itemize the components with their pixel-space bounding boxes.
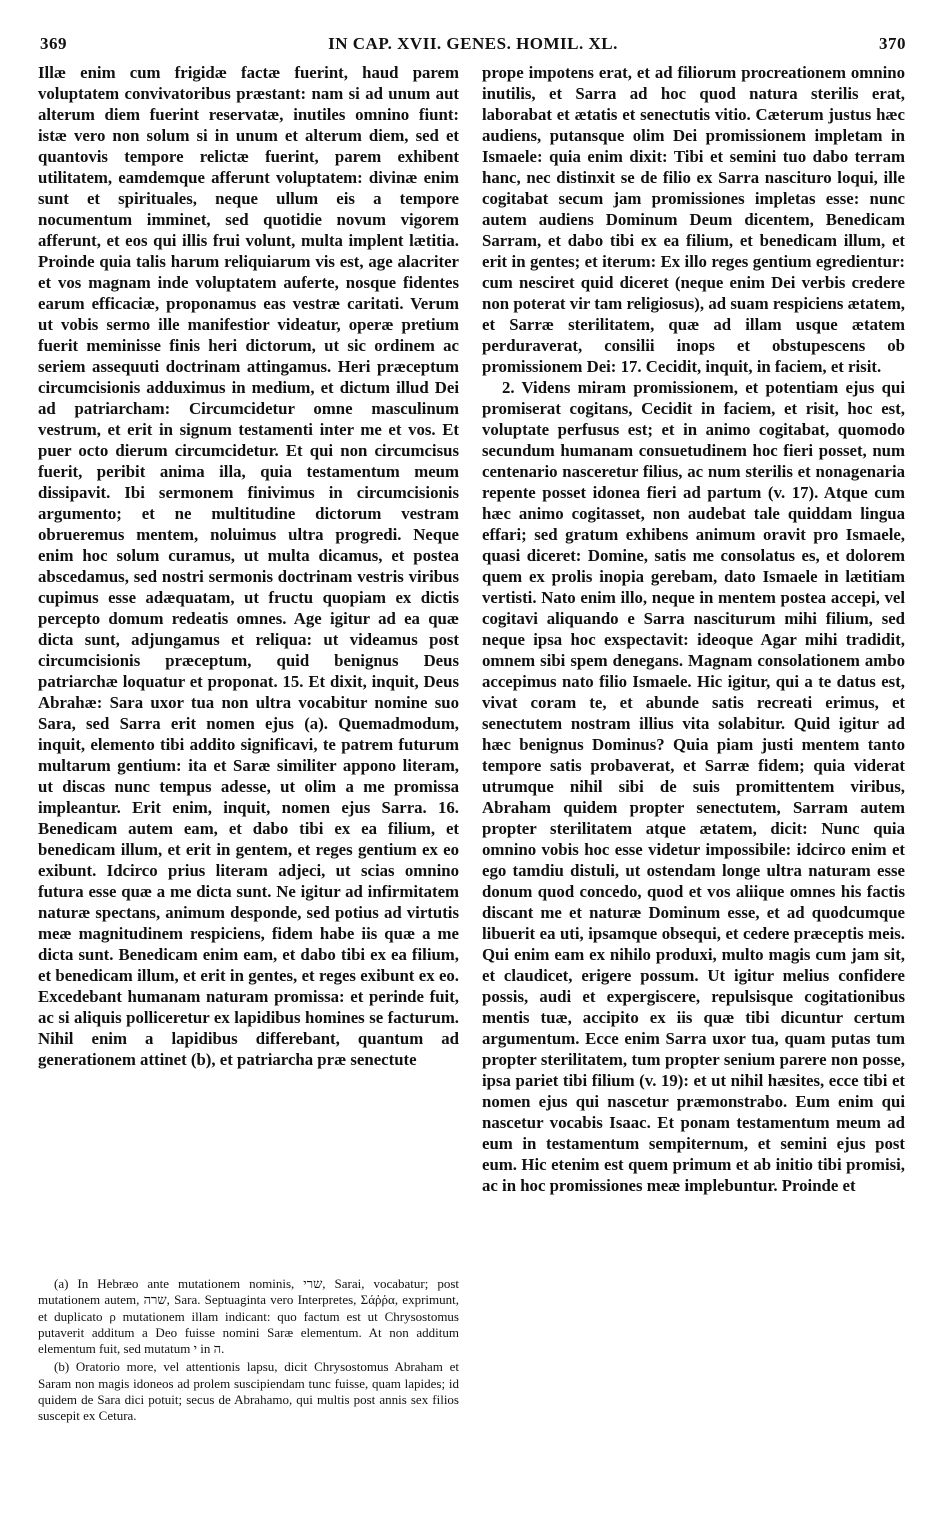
left-column — [38, 62, 459, 1070]
right-paragraph-2: 2. Videns miram promissionem, et potentiam ejus qui promiserat cogitans, Cecidit in faciem, et risit, hoc est, voluptate perfusus est; et in animo cogitabat, quomodo secundum humanam consuetudinem hoc fieri posset, num centenario nasceretur filius, ac num sterilis et nonagenaria repente posset idonea fieri ad partum (v. 17). Atque cum hæc animo cogitasset, non audebat tale quiddam lingua effari; sed gratum exhibens animum oravit pro Ismaele, quasi diceret: Domine, satis me consolatus es, et dolorem quem ex prolis inopia gerebam, dato Ismaele in lætitiam vertisti. Nato enim illo, neque in mentem postea accepi, vel cogitavi aliquando e Sarra nasciturum mihi filium, sed neque ipsa hoc exspectavit: ideoque Agar mihi tradidit, omnem sibi spem denegans. Magnam consolationem ambo accepimus nato filio Ismaele. Hic igitur, qui a te datus est, vivat coram te, et abunde satis recreati erimus, et senectutem nostram illius vita solabitur. Quid igitur ad hæc benignus Dominus? Quia piam justi mentem tanto tempore satis probaverat, et Sarræ fidem; quia viderat utrumque nihil sibi de suis promittentem viribus, Abraham quidem propter senectutem, Sarram autem propter sterilitatem atque ætatem, dicit: Nunc quia omnino vobis hoc esse videtur impossibile: idcirco enim et ego tamdiu distuli, ut ostendam longe ultra naturam esse donum quod concedo, quod et vos aliique omnes his factis discant me et naturæ Dominum esse, et ad quodcumque libuerit ea uti, ipsamque obsequi, et cedere præceptis meis. Qui enim eam ex nihilo produxi, multo magis cum jam sit, et claudicet, erigere possum. Ut igitur melius confidere possis, audi et expergiscere, repulsisque cogitationibus mentis tuæ, accipito ex iis quæ tibi dicuntur certum argumentum. Ecce enim Sarra uxor tua, quam putas tum propter sterilitatem, tum propter senium parere non posse, ipsa pariet tibi filium (v. 19): et ut nihil hæsites, ecce tibi et nomen ejus qui nascetur præmonstrabo. Eum enim qui nascetur vocabis Isaac. Et ponam testamentum meum ad eum in testamentum sempiternum, et semini ejus post eum. Hic etenim est quem primum et ab initio tibi promisi, ac in hoc promissiones meæ implebuntur. Proinde et — [482, 378, 905, 1195]
right-paragraph-1: prope impotens erat, et ad filiorum procreationem omnino inutilis, et Sarra ad hoc quod natura sterilis erat, laborabat et ætatis et senectutis vitio. Cæterum justus hæc audiens, putansque olim Dei promissionem impletam in Ismaele: quia enim dixit: Tibi et semini tuo dabo terram hanc, nec distinxit se de filio ex Sarra nascituro loqui, ille cogitabat secum jam promissiones impletas esse: nunc autem audiens Dominum Deum dicentem, Benedicam Sarram, et dabo tibi ex ea filium, et benedicam illum, et erit in gentes; et iterum: Ex illo reges gentium egredientur: cum nesciret quid diceret (neque enim Dei verbis credere non poterat vir tam religiosus), ad suam respiciens ætatem, et Sarræ sterilitatem, quæ ad illam usque ætatem perduraverat, consilii inops et obstupescens ob promissionem Dei: 17. Cecidit, inquit, in faciem, et risit. — [482, 63, 905, 376]
running-title: IN CAP. XVII. GENES. HOMIL. XL. — [328, 34, 618, 53]
left-paragraph-1: Illæ enim cum frigidæ factæ fuerint, haud parem voluptatem convivatoribus præstant: nam si ad unum aut alterum diem fuerint reservatæ, inutiles omnino fiunt: istæ vero non solum si in unum et alterum diem, sed et quantovis tempore relictæ fuerint, parem exhibent utilitatem, eamdemque afferunt voluptatem: divinæ enim sunt et spirituales, neque ullum eis a tempore nocumentum imminet, sed quotidie novum vigorem afferunt, et eos qui illis frui volunt, multa implent lætitia. Proinde quia talis harum reliquiarum vis est, age alacriter et vos magnam inde voluptatem auferte, nosque fidentes earum efficaciæ, proponamus eas vestræ caritati. Verum ut vobis sermo ille manifestior videatur, operæ pretium fuerit meminisse finis heri dictorum, ut sic ordinem ac seriem assequuti doctrinam attingamus. Heri præceptum circumcisionis adduximus in medium, et dictum illud Dei ad patriarcham: Circumcidetur omne masculinum vestrum, et erit in signum testamenti inter me et vos. Et puer octo dierum circumcidetur. Et qui non circumcisus fuerit, peribit anima illa, quia testamentum meum dissipavit. Ibi sermonem finivimus in circumcisionis argumento; et ne multitudine dictorum vestram obrueremus mentem, noluimus ultra progredi. Neque enim hoc solum curamus, ut multa dicamus, et postea abscedamus, sed nostri sermonis doctrinam vestris viribus cupimus esse adæquatam, ut fructu quopiam ex dictis percepto domum redeatis omnes. Age igitur ad ea quæ dicta sunt, adjungamus et reliqua: ut videamus post circumcisionis præceptum, quid benignus Deus patriarchæ loquatur et proponat. 15. Et dixit, inquit, Deus Abrahæ: Sara uxor tua non ultra vocabitur nomine suo Sara, sed Sarra erit nomen ejus (a). Quemadmodum, inquit, elemento tibi addito significavi, te patrem futurum multarum gentium: ita et Saræ similiter appono literam, ut discas nunc tempus adesse, ut olim a me promissa impleantur. Erit enim, inquit, nomen ejus Sarra. 16. Benedicam autem eam, et dabo tibi ex ea filium, et benedicam illum, et erit in gentem, et reges gentium ex eo exibunt. Idcirco prius literam adjeci, ut scias omnino futura esse quæ a me dicta sunt. Ne igitur ad infirmitatem naturæ spectans, animum desponde, sed potius ad virtutis meæ magnitudinem respiciens, fidem habe iis quæ a me dicta sunt. Benedicam enim eam, et dabo tibi ex ea filium, et benedicam illum, et erit in gentes, et reges exibunt ex eo. Excedebant humanam naturam promissa: et perinde fuit, ac si aliquis polliceretur ex lapidibus homines se facturum. Nihil enim a lapidibus differebant, quantum ad generationem attinet (b), et patriarcha præ senectute — [38, 63, 459, 1069]
footnote-a: (a) In Hebræo ante mutationem nominis, שרי, Sarai, vocabatur; post mutationem autem, שרה, Sara. Septuaginta vero Interpretes, Σάῤῥα, exprimunt, et duplicato ρ mutationem illam indicant: quo factum est ut Chrysostomus putaverit additum a Deo fuisse nomini Saræ elementum. At non additum elementum fuit, sed mutatum י in ה. — [38, 1276, 460, 1357]
footnote-b: (b) Oratorio more, vel attentionis lapsu, dicit Chrysostomus Abraham et Saram non magis idoneos ad prolem suscipiendam tunc fuisse, quam lapides; id quidem de Sara dici potuit; secus de Abrahamo, qui multis post annis sex filios suscepit ex Cetura. — [38, 1359, 459, 1424]
page-number-right: 370 — [879, 34, 906, 53]
running-header — [40, 34, 906, 60]
right-column — [482, 62, 905, 1196]
footnotes — [38, 1276, 459, 1427]
page-number-left: 369 — [40, 34, 67, 53]
